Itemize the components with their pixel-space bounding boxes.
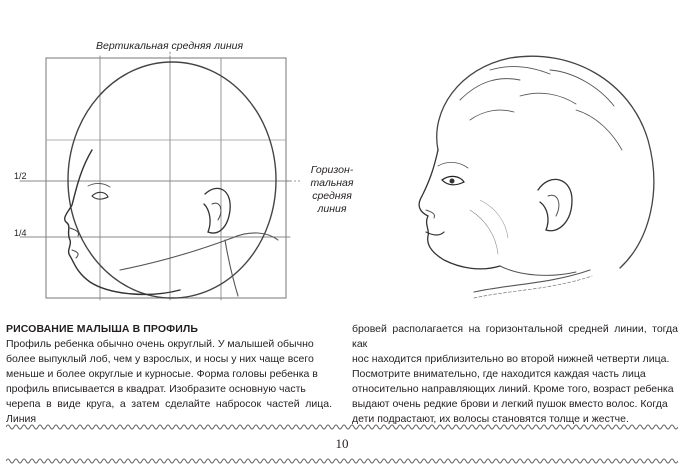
caption-line: линия (317, 203, 347, 215)
baby-portrait-sketch (400, 40, 680, 310)
half-mark: 1/2 (14, 171, 27, 181)
text-line: меньше и более округлые и курносые. Форма головы ребенка в (6, 368, 318, 380)
page-number: 10 (335, 436, 349, 451)
text-line: выдают очень редкие брови и легкий пушок вместо волос. Когда (352, 398, 668, 410)
caption-line: средняя (312, 190, 352, 202)
text-line: Посмотрите внимательно, где находится каждая часть лица (352, 368, 646, 380)
text-line: профиль вписывается в квадрат. Изобразите основную часть (6, 383, 306, 395)
text-column-left (6, 337, 332, 427)
text-line: Профиль ребенка обычно очень округлый. У малышей обычно (6, 338, 314, 350)
quarter-mark: 1/4 (14, 228, 27, 238)
text-column-right (352, 322, 678, 427)
section-title: РИСОВАНИЕ МАЛЫША В ПРОФИЛЬ (6, 323, 198, 335)
horizontal-midline-caption (300, 164, 364, 216)
text-line: нос находится приблизительно во второй нижней четверти лица. (352, 353, 670, 365)
vertical-midline-caption: Вертикальная средняя линия (96, 40, 244, 52)
text-line: бровей располагается на горизонтальной средней линии, тогда как (352, 323, 678, 350)
caption-line: тальная (310, 177, 354, 189)
text-line: относительно направляющих линий. Кроме того, возраст ребенка (352, 383, 674, 395)
caption-line: Горизон- (310, 164, 354, 176)
text-line: черепа в виде круга, а затем сделайте набросок частей лица. Линия (6, 398, 332, 425)
text-line: дети подрастают, их волосы становятся толще и жестче. (352, 413, 629, 425)
text-line: более выпуклый лоб, чем у взрослых, и носы у них чаще всего (6, 353, 314, 365)
decorative-divider-bottom (6, 457, 678, 465)
decorative-divider-top (6, 423, 678, 431)
